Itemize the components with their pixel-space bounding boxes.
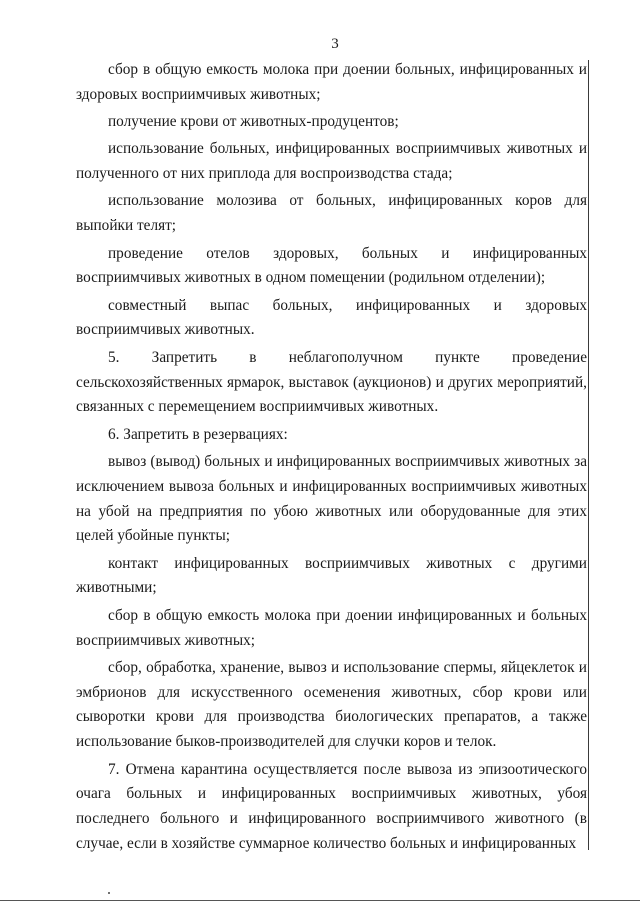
paragraph-blood-collection: получение крови от животных-продуцентов; bbox=[108, 113, 399, 131]
paragraph-item-7: 7. Отмена карантина осуществляется после вывоза из эпизоотического очага больных и инфицированных восприимчивых животных, убоя последнего больного и инфицированного восприимчивого животного (в случае, если в хозяйстве суммарное количество больных и инфицированных bbox=[76, 760, 587, 852]
paragraph-contact: контакт инфицированных восприимчивых животных с другими животными; bbox=[76, 554, 587, 597]
paragraph-item-6: 6. Запретить в резервациях: bbox=[108, 425, 288, 443]
paragraph-milk-collection-reservation: сбор в общую емкость молока при доении инфицированных и больных восприимчивых животных; bbox=[76, 606, 587, 649]
scan-edge-line bbox=[588, 60, 589, 850]
document-body bbox=[76, 58, 587, 857]
paragraph-item-5: 5. Запретить в неблагополучном пункте проведение сельскохозяйственных ярмарок, выставок (аукционов) и других мероприятий, связанных с перемещением восприимчивых животных. bbox=[76, 348, 587, 416]
paragraph-milk-collection: сбор в общую емкость молока при доении больных, инфицированных и здоровых восприимчивых животных; bbox=[76, 61, 587, 103]
paragraph-herd-reproduction: использование больных, инфицированных восприимчивых животных и полученного от них приплода для воспроизводства стада; bbox=[76, 140, 587, 183]
paragraph-colostrum: использование молозива от больных, инфицированных коров для выпойки телят; bbox=[76, 192, 587, 235]
paragraph-joint-grazing: совместный выпас больных, инфицированных и здоровых восприимчивых животных. bbox=[76, 296, 587, 339]
paragraph-semen-embryos: сбор, обработка, хранение, вывоз и использование спермы, яйцеклеток и эмбрионов для искусственного осеменения животных, сбор крови или сыворотки крови для производства биологических препаратов, а также использование быков-производителей для случки коров и телок. bbox=[76, 658, 587, 751]
page-number: 3 bbox=[331, 36, 339, 52]
paragraph-calving: проведение отелов здоровых, больных и инфицированных восприимчивых животных в одном помещении (родильном отделении); bbox=[76, 244, 587, 287]
scan-bottom-edge bbox=[0, 900, 640, 901]
paragraph-removal: вывоз (вывод) больных и инфицированных восприимчивых животных за исключением вывоза больных и инфицированных восприимчивых животных на убой на предприятия по убою животных или оборудованные для этих целей убойные пункты; bbox=[76, 452, 587, 545]
scan-speck bbox=[108, 892, 110, 894]
